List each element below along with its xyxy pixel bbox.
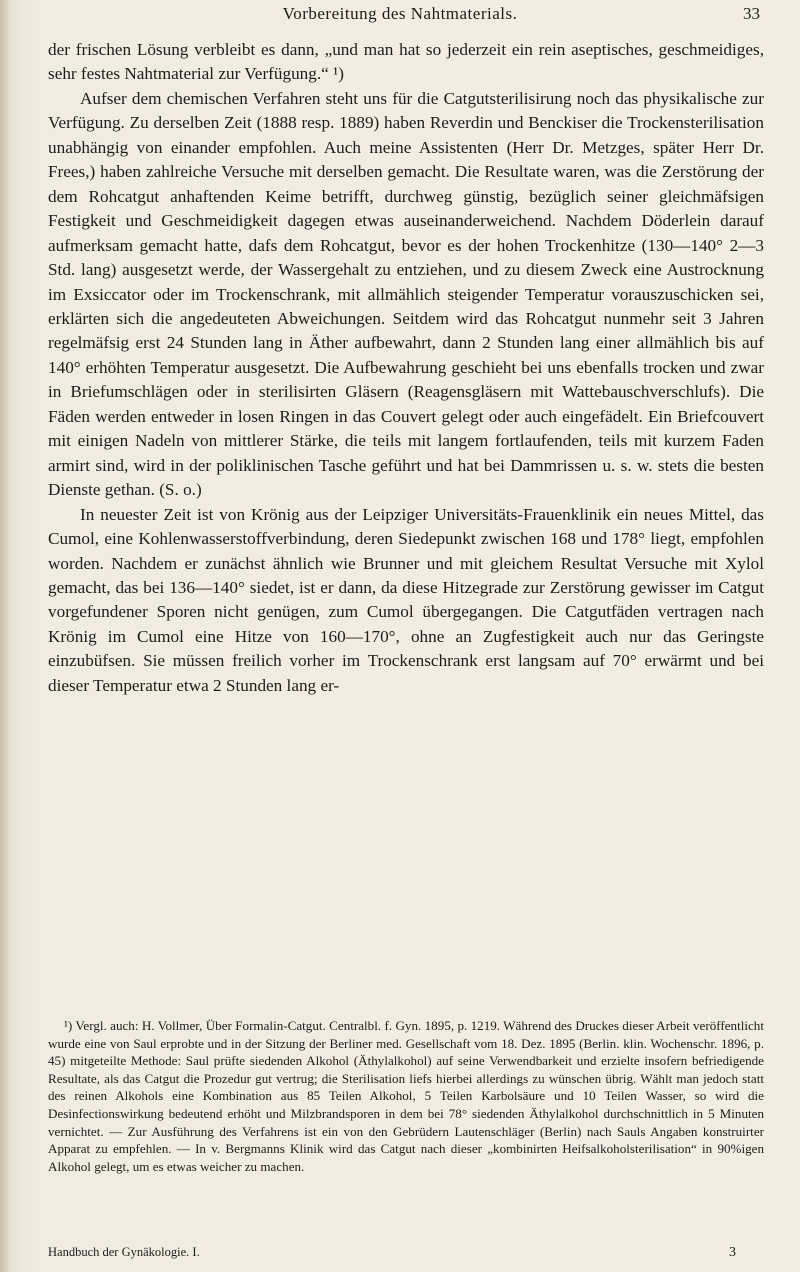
paragraph-3: In neuester Zeit ist von Krönig aus der Leipziger Universitäts-Frauenklinik ein neues Mittel, das Cumol, eine Kohlenwasserstoffverbindung, deren Siedepunkt zwischen 168 und 178° liegt, empfohlen worden. Nachdem er zunächst ähnlich wie Brunner und mit gleichem Resultat Versuche mit Xylol gemacht, das bei 136—140° siedet, ist er dann, da diese Hitzegrade zur Zerstörung gewisser im Catgut vorgefundener Sporen nicht genügen, zum Cumol übergegangen. Die Catgutfäden vertragen nach Krönig im Cumol eine Hitze von 160—170°, ohne an Zugfestigkeit auch nur das Geringste einzubüfsen. Sie müssen freilich vorher im Trockenschrank erst langsam auf 70° erwärmt und bei dieser Temperatur etwa 2 Stunden lang er- [48, 504, 764, 695]
running-head [40, 4, 760, 30]
page-number: 33 [743, 4, 760, 23]
footer-signature: 3 [729, 1245, 736, 1260]
paragraph-1: der frischen Lösung verbleibt es dann, „und man hat so jederzeit ein rein aseptisches, geschmeidiges, sehr festes Nahtmaterial zur Verfügung.“ ¹) [48, 40, 764, 84]
body-text [48, 38, 764, 698]
page-footer [48, 1245, 764, 1263]
footer-book-title: Handbuch der Gynäkologie. I. [48, 1245, 200, 1259]
running-title: Vorbereitung des Nahtmaterials. [282, 4, 518, 23]
footnotes [48, 1017, 764, 1175]
paragraph-2: Aufser dem chemischen Verfahren steht uns für die Catgutsterilisirung noch das physikalische zur Verfügung. Zu derselben Zeit (1888 resp. 1889) haben Reverdin und Benckiser die Trockensterilisation unabhängig von einander empfohlen. Auch meine Assistenten (Herr Dr. Metzges, später Herr Dr. Frees,) haben zahlreiche Versuche mit derselben gemacht. Die Resultate waren, was die Zerstörung der dem Rohcatgut anhaftenden Keime betrifft, durchweg günstig, bezüglich seiner gleichmäfsigen Festigkeit und Geschmeidigkeit dagegen etwas auseinanderweichend. Nachdem Döderlein darauf aufmerksam gemacht hatte, dafs dem Rohcatgut, bevor es der hohen Trockenhitze (130—140° 2—3 Std. lang) ausgesetzt werde, der Wassergehalt zu entziehen, und zu diesem Zweck eine Austrocknung im Exsiccator oder im Trockenschrank, mit allmählich steigender Temperatur vorauszuschicken sei, erklärten sich die angedeuteten Abweichungen. Seitdem wird das Rohcatgut nunmehr seit 3 Jahren regelmäfsig erst 24 Stunden lang in Äther aufbewahrt, dann 2 Stunden lang einer allmählich bis auf 140° erhöhten Temperatur ausgesetzt. Die Aufbewahrung geschieht bei uns ebenfalls trocken und zwar in Briefumschlägen oder in sterilisirten Gläsern (Reagensgläsern mit Wattebauschverschlufs). Die Fäden werden entweder in losen Ringen in das Couvert gelegt oder auch eingefädelt. Ein Briefcouvert mit einigen Nadeln von mittlerer Stärke, die teils mit langem fortlaufenden, teils mit kurzem Faden armirt sind, wird in der poliklinischen Tasche geführt und hat bei Dammrissen u. s. w. stets die besten Dienste gethan. (S. o.) [48, 88, 764, 500]
footnote-1: ¹) Vergl. auch: H. Vollmer, Über Formalin-Catgut. Centralbl. f. Gyn. 1895, p. 1219. Während des Druckes dieser Arbeit veröffentlicht wurde eine von Saul erprobte und in der Sitzung der Berliner med. Gesellschaft vom 18. Dez. 1895 (Berlin. klin. Wochenschr. 1896, p. 45) mitgeteilte Methode: Saul prüfte siedenden Alkohol (Äthylalkohol) auf seine Verwendbarkeit und erzielte insofern befriedigende Resultate, als das Catgut die Prozedur gut vertrug; die Sterilisation liefs hierbei allerdings zu wünschen übrig. Wählt man jedoch statt des reinen Alkohols eine Kombination aus 85 Teilen Alkohol, 5 Teilen Karbolsäure und 10 Teilen Wasser, so wird die Desinfectionswirkung bedeutend erhöht und Milzbrandsporen in dem bei 78° siedenden Äthylalkohol durchschnittlich in 5 Minuten vernichtet. — Zur Ausführung des Verfahrens ist ein von den Gebrüdern Lautenschläger (Berlin) nach Sauls Angaben konstruirter Apparat zu empfehlen. — In v. Bergmanns Klinik wird das Catgut nach dieser „kombinirten Heifsalkoholsterilisation“ in 90%igen Alkohol gelegt, um es etwas weicher zu machen. [48, 1018, 764, 1174]
page-gutter [0, 0, 10, 1272]
